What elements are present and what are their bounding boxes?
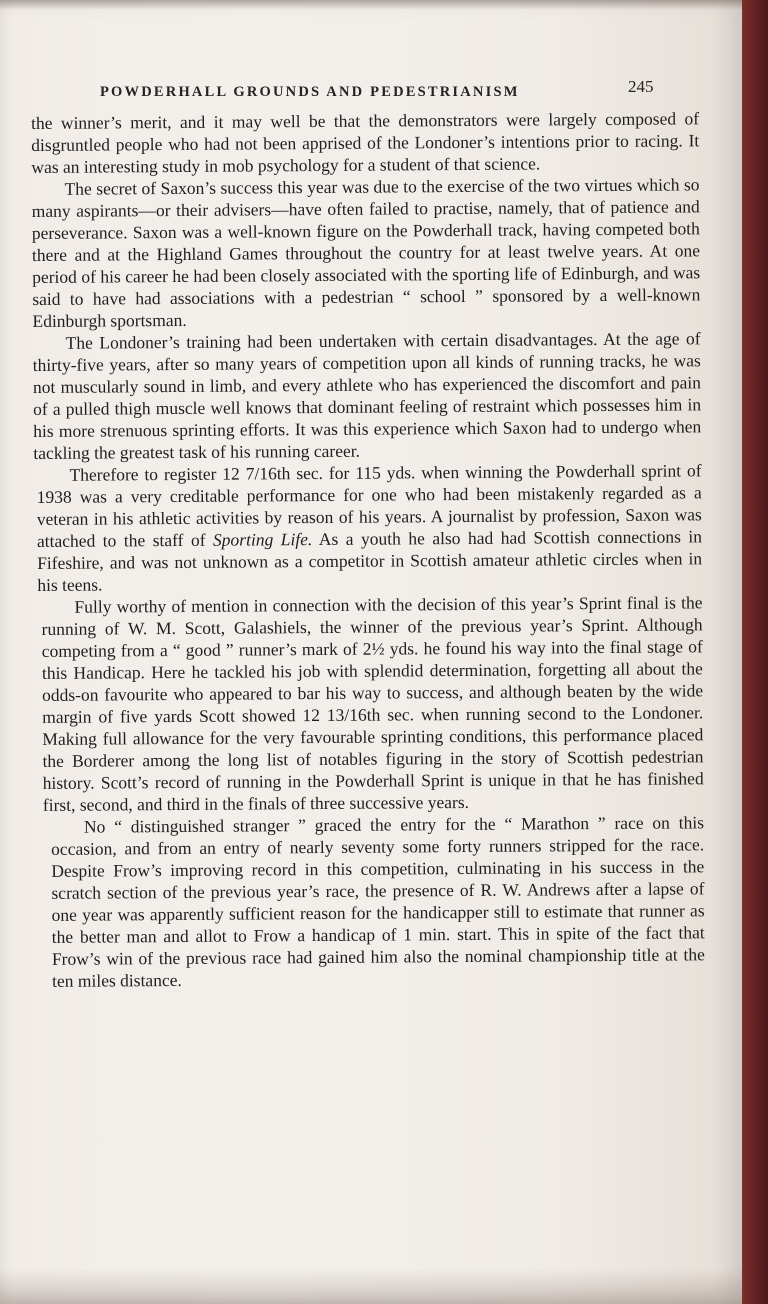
paragraph-4-text-before-italic: Therefore to register 12 7/16th sec. for 115 yds. when winning the Powderhall sprint of 1938 was a very creditable performance for one who had been mistakenly regarded as a veteran in his athletic activities by reason of his years. A journalist by profession, Saxon was attached to the staff of — [36, 460, 702, 551]
body-text — [31, 107, 705, 992]
paragraph-5: Fully worthy of mention in connection with the decision of this year’s Sprint final is the running of W. M. Scott, Galashiels, the winner of the previous year’s Sprint. Although competing from a “ good ” runner’s mark of 2½ yds. he found his way into the final stage of this Handicap. Here he tackled his job with splendid determination, forgetting all about the odds-on favourite who appeared to bar his way to success, and although beaten by the wide margin of five yards Scott showed 12 13/16th sec. when running second to the Londoner. Making full allowance for the very favourable sprinting conditions, this performance placed the Borderer among the long list of notables figuring in the story of Scottish pedestrian history. Scott’s record of running in the Powderhall Sprint is unique in that he has finished first, second, and third in the finals of three successive years. — [41, 592, 704, 815]
paragraph-4 — [33, 459, 702, 596]
paragraph-2: The secret of Saxon’s success this year was due to the exercise of the two virtues which so many aspirants—or their advisers—have often failed to practise, namely, that of patience and perseverance. Saxon was a well-known figure on the Powderhall track, having competed both there and at the Highland Games throughout the country for at least twelve years. At one period of his career he had been closely associated with the sporting life of Edinburgh, and was said to have had associations with a pedestrian “ school ” sponsored by a well-known Edinburgh sportsman. — [31, 174, 701, 331]
paragraph-4-text-after-italic: As a youth he also had had Scottish connections in Fifeshire, and was not unknown as a competitor in Scottish amateur athletic circles when in his teens. — [37, 526, 703, 595]
page-number: 245 — [628, 77, 654, 96]
running-head-title: POWDERHALL GROUNDS AND PEDESTRIANISM — [100, 84, 520, 100]
publication-title-italic: Sporting Life. — [212, 529, 313, 550]
paragraph-6: No “ distinguished stranger ” graced the entry for the “ Marathon ” race on this occasion, and from an entry of nearly seventy some forty runners stripped for the race. Despite Frow’s improving record in this competition, culminating in his success in the scratch section of the previous year’s race, the presence of R. W. Andrews after a lapse of one year was apparently sufficient reason for the handicapper still to estimate that runner as the better man and allot to Frow a handicap of 1 min. start. This in spite of the fact that Frow’s win of the previous race had gained him also the nominal championship title at the ten miles distance. — [51, 812, 705, 991]
paragraph-3: The Londoner’s training had been undertaken with certain disadvantages. At the age of thirty-five years, after so many years of competition upon all kinds of running tracks, he was not muscularly sound in limb, and every athlete who has experienced the discomfort and pain of a pulled thigh muscle well knows that dominant feeling of restraint which possesses him in his more strenuous sprinting efforts. It was this experience which Saxon had to undergo when tackling the greatest task of his running career. — [32, 328, 702, 463]
paragraph-1: the winner’s merit, and it may well be that the demonstrators were largely composed of disgruntled people who had not been apprised of the Londoner’s intentions prior to racing. It was an interesting study in mob psychology for a student of that science. — [31, 108, 700, 177]
